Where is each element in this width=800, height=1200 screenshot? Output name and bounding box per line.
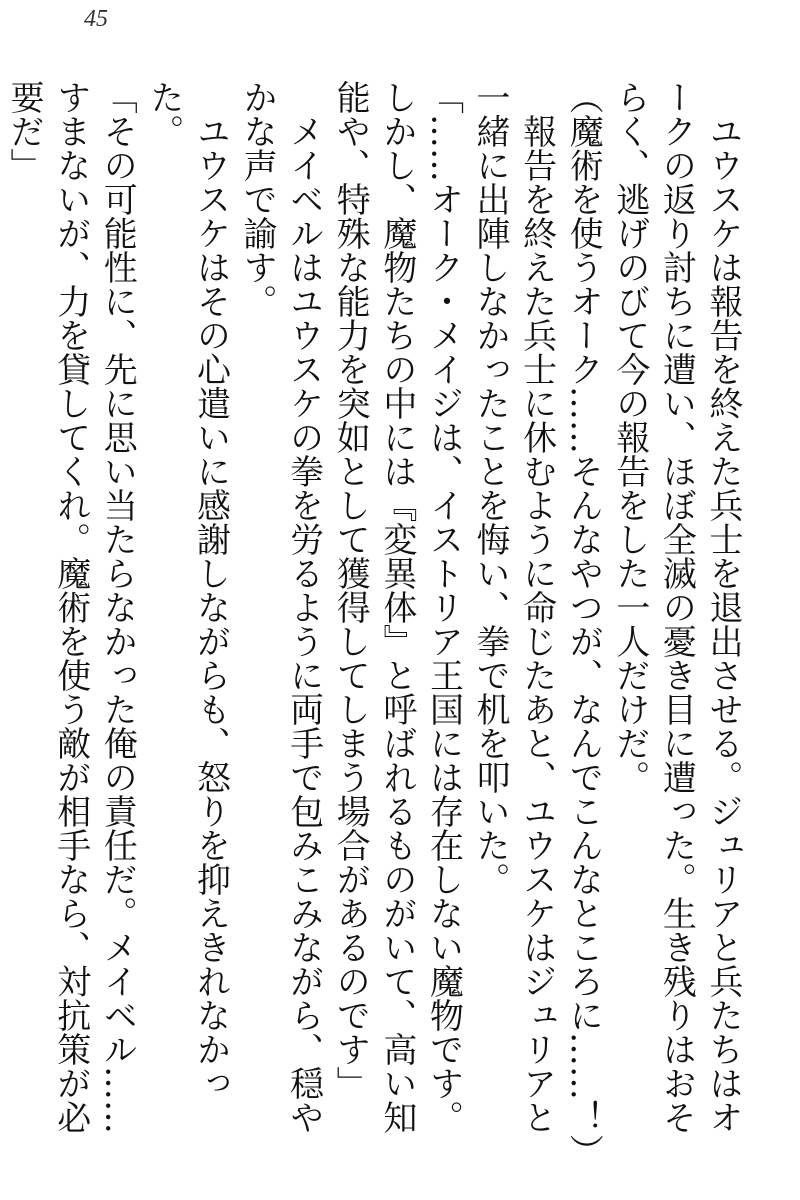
page-number: 45	[84, 6, 108, 32]
paragraph: ユウスケはその心遣いに感謝しながらも、怒りを抑えきれなかった。	[143, 80, 231, 1100]
paragraph: ユウスケは報告を終えた兵士を退出させる。ジュリアと兵たちはオークの返り討ちに遭い、ほぼ全滅の憂き目に遭った。生き残りはおそらく、逃げのびて今の報告をした一人だけだ。	[609, 80, 743, 1134]
paragraph: 報告を終えた兵士に休むように命じたあと、ユウスケはジュリアと一緒に出陣しなかったことを悔い、拳で机を叩いた。	[470, 80, 557, 1134]
paragraph: 「その可能性に、先に思い当たらなかった俺の責任だ。メイベル……すまないが、力を貸してくれ。魔術を使う敵が相手なら、対抗策が必要だ」	[4, 80, 138, 1134]
paragraph	[0, 80, 1, 1160]
paragraph: 「……オーク・メイジは、イストリア王国には存在しない魔物です。しかし、魔物たちの中には『変異体』と呼ばれるものがいて、高い知能や、特殊な能力を突如として獲得してしまう場合があるのです」	[330, 80, 464, 1134]
body-text	[4, 80, 746, 1168]
paragraph: （魔術を使うオーク……そんなやつが、なんでこんなところに……！）	[563, 80, 604, 1168]
paragraph: メイベルはユウスケの拳を労るように両手で包みこみながら、穏やかな声で諭す。	[237, 80, 324, 1134]
